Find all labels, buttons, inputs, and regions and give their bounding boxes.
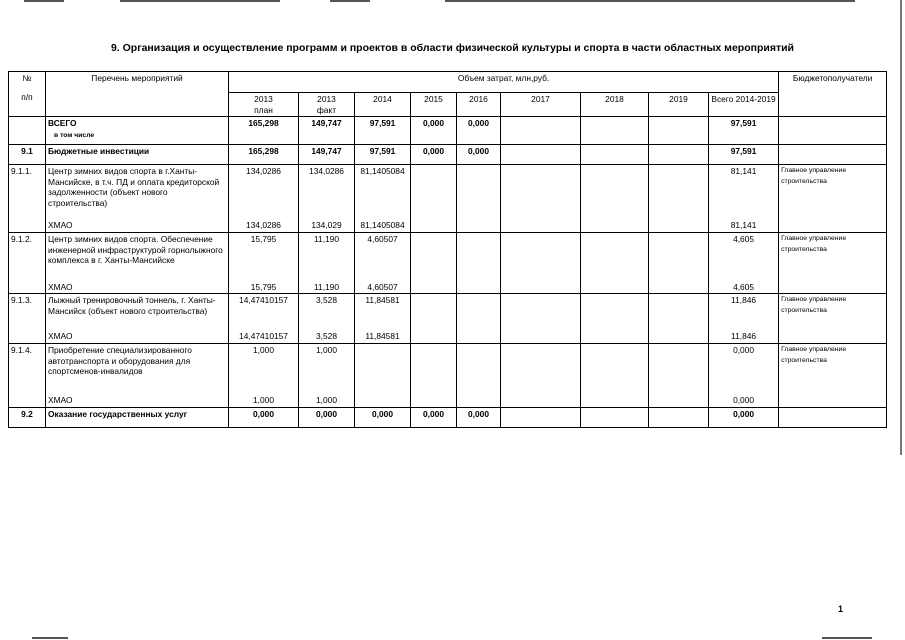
- recipient-cell: Главное управление строительства: [779, 233, 887, 294]
- value-cell: [457, 394, 501, 408]
- value-cell: 0,000: [299, 408, 355, 428]
- value-cell: [411, 294, 457, 330]
- value-cell: [501, 233, 581, 281]
- value-cell: 11,846: [709, 330, 779, 344]
- value-cell: 3,528: [299, 330, 355, 344]
- value-cell: 134,029: [299, 219, 355, 233]
- value-cell: [649, 394, 709, 408]
- year-header: 2013 план: [229, 93, 299, 117]
- table-row-9-1-4: [9, 344, 887, 394]
- scan-mark: [330, 0, 370, 2]
- value-cell: [581, 165, 649, 219]
- value-cell: 11,846: [709, 294, 779, 330]
- value-cell: 15,795: [229, 281, 299, 294]
- value-cell: 14,47410157: [229, 330, 299, 344]
- value-cell: [581, 117, 649, 145]
- value-cell: [581, 233, 649, 281]
- scan-mark: [120, 0, 280, 2]
- value-cell: 0,000: [457, 408, 501, 428]
- value-cell: [501, 219, 581, 233]
- value-cell: [457, 330, 501, 344]
- col-recipients-header: Бюджетополучатели: [779, 72, 887, 117]
- value-cell: [501, 408, 581, 428]
- value-cell: 97,591: [709, 117, 779, 145]
- row-number: 9.1.3.: [9, 294, 46, 344]
- year-header: 2016: [457, 93, 501, 117]
- value-cell: 134,0286: [229, 165, 299, 219]
- value-cell: 4,605: [709, 233, 779, 281]
- recipient-cell: Главное управление строительства: [779, 344, 887, 408]
- expenditure-table: [8, 71, 887, 428]
- recipient-cell: [779, 408, 887, 428]
- value-cell: 11,190: [299, 281, 355, 294]
- value-cell: [411, 394, 457, 408]
- value-cell: 14,47410157: [229, 294, 299, 330]
- value-cell: [649, 219, 709, 233]
- value-cell: 11,84581: [355, 330, 411, 344]
- value-cell: 149,747: [299, 117, 355, 145]
- value-cell: 97,591: [355, 145, 411, 165]
- value-cell: [581, 408, 649, 428]
- value-cell: 4,605: [709, 281, 779, 294]
- row-name: Центр зимних видов спорта. Обеспечение инженерной инфраструктурой горнолыжного комплекса в г. Ханты-Мансийске: [46, 233, 229, 281]
- value-cell: [355, 394, 411, 408]
- value-cell: [457, 219, 501, 233]
- value-cell: [649, 294, 709, 330]
- value-cell: [457, 165, 501, 219]
- value-cell: [501, 281, 581, 294]
- value-cell: 0,000: [709, 344, 779, 394]
- row-name: Центр зимних видов спорта в г.Ханты-Мансийске, в т.ч. ПД и оплата кредиторской задолженности (объект нового строительства): [46, 165, 229, 219]
- value-cell: [581, 281, 649, 294]
- row-subname: ХМАО: [46, 219, 229, 233]
- page-title: 9. Организация и осуществление программ и проектов в области физической культуры и спорта в части областных мероприятий: [110, 42, 795, 54]
- table-row-9-1: [9, 145, 887, 165]
- value-cell: 1,000: [229, 344, 299, 394]
- value-cell: [649, 165, 709, 219]
- value-cell: [649, 344, 709, 394]
- table-row-9-1-3-sub: [9, 330, 887, 344]
- recipient-cell: [779, 145, 887, 165]
- row-name: Бюджетные инвестиции: [46, 145, 229, 165]
- value-cell: [411, 281, 457, 294]
- value-cell: [411, 344, 457, 394]
- row-name: Лыжный тренировочный тоннель, г. Ханты-Мансийск (объект нового строительства): [46, 294, 229, 330]
- recipient-cell: [779, 117, 887, 145]
- year-header: 2017: [501, 93, 581, 117]
- value-cell: 81,1405084: [355, 219, 411, 233]
- value-cell: [457, 294, 501, 330]
- value-cell: [649, 281, 709, 294]
- value-cell: [501, 394, 581, 408]
- value-cell: 0,000: [709, 408, 779, 428]
- value-cell: [501, 344, 581, 394]
- value-cell: [501, 330, 581, 344]
- scan-mark: [24, 0, 64, 2]
- row-number: 9.1.4.: [9, 344, 46, 408]
- page-number: 1: [838, 604, 844, 614]
- row-number: 9.1: [9, 145, 46, 165]
- value-cell: [581, 344, 649, 394]
- value-cell: [457, 281, 501, 294]
- year-header: 2018: [581, 93, 649, 117]
- value-cell: 1,000: [299, 344, 355, 394]
- scan-edge-line: [900, 0, 902, 455]
- value-cell: [457, 344, 501, 394]
- row-name: Приобретение специализированного автотранспорта и оборудования для спортсменов-инвалидов: [46, 344, 229, 394]
- value-cell: 97,591: [709, 145, 779, 165]
- table-row-9-1-1-sub: [9, 219, 887, 233]
- value-cell: 165,298: [229, 145, 299, 165]
- row-name: Оказание государственных услуг: [46, 408, 229, 428]
- year-header: Всего 2014-2019: [709, 93, 779, 117]
- value-cell: 4,60507: [355, 233, 411, 281]
- row-name: ВСЕГО в том числе: [46, 117, 229, 145]
- table-row-9-1-1: [9, 165, 887, 219]
- value-cell: 1,000: [229, 394, 299, 408]
- value-cell: [457, 233, 501, 281]
- value-cell: [649, 233, 709, 281]
- table-row-9-1-2: [9, 233, 887, 281]
- scan-mark: [445, 0, 855, 2]
- table-row-9-2: [9, 408, 887, 428]
- row-number: 9.1.1.: [9, 165, 46, 233]
- value-cell: [501, 165, 581, 219]
- year-header: 2013 факт: [299, 93, 355, 117]
- col-activity-header: Перечень мероприятий: [46, 72, 229, 117]
- value-cell: [581, 394, 649, 408]
- table-row-9-1-2-sub: [9, 281, 887, 294]
- value-cell: 81,141: [709, 219, 779, 233]
- header-row: [9, 72, 887, 93]
- value-cell: [649, 145, 709, 165]
- value-cell: 134,0286: [299, 165, 355, 219]
- scan-mark: [822, 637, 872, 639]
- value-cell: [501, 145, 581, 165]
- value-cell: [581, 145, 649, 165]
- row-number: 9.1.2.: [9, 233, 46, 294]
- value-cell: [501, 294, 581, 330]
- value-cell: [355, 344, 411, 394]
- value-cell: 0,000: [355, 408, 411, 428]
- col-cost-header: Объем затрат, млн,руб.: [229, 72, 779, 93]
- value-cell: 11,84581: [355, 294, 411, 330]
- table-row-9-1-4-sub: [9, 394, 887, 408]
- row-subname: ХМАО: [46, 281, 229, 294]
- value-cell: 0,000: [411, 408, 457, 428]
- year-header: 2015: [411, 93, 457, 117]
- row-subname: ХМАО: [46, 330, 229, 344]
- value-cell: 81,141: [709, 165, 779, 219]
- year-header: 2014: [355, 93, 411, 117]
- year-header: 2019: [649, 93, 709, 117]
- value-cell: [649, 408, 709, 428]
- value-cell: 15,795: [229, 233, 299, 281]
- scan-mark: [32, 637, 68, 639]
- value-cell: 11,190: [299, 233, 355, 281]
- value-cell: [411, 219, 457, 233]
- value-cell: [411, 233, 457, 281]
- value-cell: 3,528: [299, 294, 355, 330]
- recipient-cell: Главное управление строительства: [779, 294, 887, 344]
- value-cell: 134,0286: [229, 219, 299, 233]
- value-cell: 4,60507: [355, 281, 411, 294]
- value-cell: [411, 330, 457, 344]
- value-cell: [581, 219, 649, 233]
- row-number: [9, 117, 46, 145]
- value-cell: [649, 117, 709, 145]
- value-cell: 0,000: [411, 145, 457, 165]
- value-cell: [581, 330, 649, 344]
- value-cell: 97,591: [355, 117, 411, 145]
- value-cell: 0,000: [457, 117, 501, 145]
- value-cell: 149,747: [299, 145, 355, 165]
- value-cell: 0,000: [457, 145, 501, 165]
- value-cell: [581, 294, 649, 330]
- value-cell: [411, 165, 457, 219]
- value-cell: 0,000: [229, 408, 299, 428]
- value-cell: 81,1405084: [355, 165, 411, 219]
- value-cell: 0,000: [411, 117, 457, 145]
- value-cell: 0,000: [709, 394, 779, 408]
- row-subname: ХМАО: [46, 394, 229, 408]
- row-number: 9.2: [9, 408, 46, 428]
- table-row-9-1-3: [9, 294, 887, 330]
- value-cell: [649, 330, 709, 344]
- table-row-total: [9, 117, 887, 145]
- value-cell: [501, 117, 581, 145]
- value-cell: 165,298: [229, 117, 299, 145]
- recipient-cell: Главное управление строительства: [779, 165, 887, 233]
- value-cell: 1,000: [299, 394, 355, 408]
- col-number-header: № п/п: [9, 72, 46, 117]
